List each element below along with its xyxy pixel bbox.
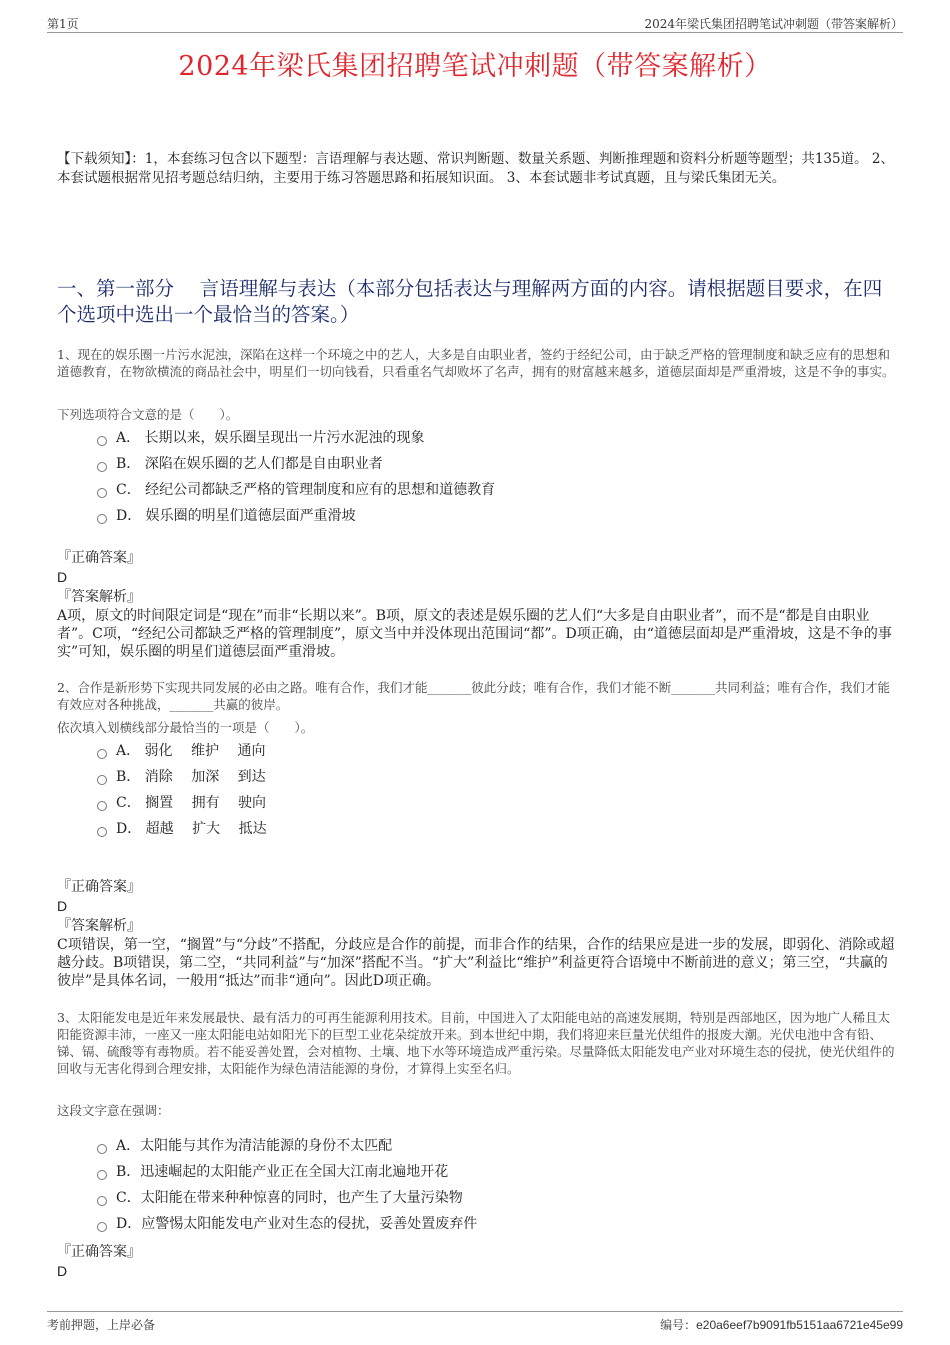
option-label: B． 消除 加深 到达 <box>116 769 266 785</box>
radio-icon[interactable] <box>97 488 107 498</box>
radio-icon[interactable] <box>97 1196 107 1206</box>
option-label: C．太阳能在带来种种惊喜的同时，也产生了大量污染物 <box>116 1190 463 1206</box>
option-label: C． 经纪公司都缺乏严格的管理制度和应有的思想和道德教育 <box>116 482 496 498</box>
footer-code: e20a6eef7b9091fb5151aa6721e45e99 <box>696 1318 903 1332</box>
answer-label: 『正确答案』 <box>57 550 141 566</box>
option-label: C． 搁置 拥有 驶向 <box>116 795 267 811</box>
header-page-number: 第1页 <box>47 17 79 31</box>
radio-icon[interactable] <box>97 1170 107 1180</box>
answer-label: 『正确答案』 <box>57 1244 141 1260</box>
option-a[interactable] <box>97 425 877 451</box>
analysis-label: 『答案解析』 <box>57 589 141 605</box>
question-2-answer: D <box>57 898 68 914</box>
radio-icon[interactable] <box>97 801 107 811</box>
question-2-options <box>97 738 877 842</box>
radio-icon[interactable] <box>97 436 107 446</box>
page-header <box>47 14 903 33</box>
question-2-prompt: 依次填入划横线部分最恰当的一项是（ ）。 <box>57 720 314 735</box>
footer-code-group <box>660 1316 903 1333</box>
question-1-options <box>97 425 877 529</box>
option-a[interactable] <box>97 1133 877 1159</box>
document-title: 2024年梁氏集团招聘笔试冲刺题（带答案解析） <box>178 51 772 82</box>
option-d[interactable] <box>97 816 877 842</box>
radio-icon[interactable] <box>97 827 107 837</box>
question-1-analysis: A项，原文的时间限定词是“现在”而非“长期以来”。B项，原文的表述是娱乐圈的艺人们“大多是自由职业者”，而不是“都是自由职业者”。C项，“经纪公司都缺乏严格的管理制度”，原文当中并没体现出范围词“都”。D项正确，由“道德层面却是严重滑坡，这是不争的事实”可知，娱乐圈的明星们道德层面严重滑坡。 <box>57 608 892 660</box>
option-c[interactable] <box>97 790 877 816</box>
radio-icon[interactable] <box>97 1144 107 1154</box>
option-b[interactable] <box>97 1159 877 1185</box>
option-b[interactable] <box>97 764 877 790</box>
radio-icon[interactable] <box>97 462 107 472</box>
option-label: A． 弱化 维护 通向 <box>116 743 266 759</box>
question-2-text: 2、合作是新形势下实现共同发展的必由之路。唯有合作，我们才能_______彼此分歧；唯有合作，我们才能不断_______共同利益；唯有合作，我们才能有效应对各种挑战，_______共赢的彼岸。 <box>57 680 890 712</box>
download-notice: 【下载须知】：1，本套练习包含以下题型：言语理解与表达题、常识判断题、数量关系题、判断推理题和资料分析题等题型；共135道。 2、本套试题根据常见招考题总结归纳，主要用于练习答题思路和拓展知识面。 3、本套试题非考试真题，且与梁氏集团无关。 <box>57 151 894 186</box>
question-3-answer: D <box>57 1263 68 1279</box>
radio-icon[interactable] <box>97 1222 107 1232</box>
footer-slogan: 考前押题，上岸必备 <box>47 1318 156 1332</box>
option-label: D． 娱乐圈的明星们道德层面严重滑坡 <box>116 508 356 524</box>
option-a[interactable] <box>97 738 877 764</box>
footer-code-label: 编号： <box>660 1318 697 1332</box>
radio-icon[interactable] <box>97 514 107 524</box>
option-c[interactable] <box>97 1185 877 1211</box>
analysis-label: 『答案解析』 <box>57 918 141 934</box>
option-label: A． 长期以来，娱乐圈呈现出一片污水泥浊的现象 <box>116 430 425 446</box>
page-footer <box>47 1311 903 1332</box>
option-label: D． 超越 扩大 抵达 <box>116 821 267 837</box>
question-3-prompt: 这段文字意在强调： <box>57 1103 170 1118</box>
option-label: A．太阳能与其作为清洁能源的身份不太匹配 <box>116 1138 393 1154</box>
question-1-text: 1、现在的娱乐圈一片污水泥浊，深陷在这样一个环境之中的艺人，大多是自由职业者，签约于经纪公司，由于缺乏严格的管理制度和缺乏应有的思想和道德教育，在物欲横流的商品社会中，明星们一切向钱看，只看重名气却败坏了名声，拥有的财富越来越多，道德层面却是严重滑坡，这是不争的事实。 <box>57 347 895 379</box>
option-d[interactable] <box>97 1211 877 1237</box>
question-1-prompt: 下列选项符合文意的是（ ）。 <box>57 407 239 422</box>
header-doc-title: 2024年梁氏集团招聘笔试冲刺题（带答案解析） <box>644 17 903 31</box>
radio-icon[interactable] <box>97 775 107 785</box>
question-1-answer: D <box>57 569 68 585</box>
question-3-options <box>97 1133 877 1237</box>
option-c[interactable] <box>97 477 877 503</box>
option-label: D．应警惕太阳能发电产业对生态的侵扰，妥善处置废弃件 <box>116 1216 478 1232</box>
option-d[interactable] <box>97 503 877 529</box>
option-b[interactable] <box>97 451 877 477</box>
section-heading: 一、第一部分 言语理解与表达（本部分包括表达与理解两方面的内容。请根据题目要求，在四个选项中选出一个最恰当的答案。） <box>57 277 883 326</box>
question-3-text: 3、太阳能发电是近年来发展最快、最有活力的可再生能源利用技术。目前，中国进入了太阳能电站的高速发展期，特别是西部地区，因为地广人稀且太阳能资源丰沛，一座又一座太阳能电站如阳光下的巨型工业花朵绽放开来。到本世纪中期，我们将迎来巨量光伏组件的报废大潮。光伏电池中含有铅、锑、镉、硫酸等有毒物质。若不能妥善处置，会对植物、土壤、地下水等环境造成严重污染。尽量降低太阳能发电产业对环境生态的侵扰，使光伏组件的回收与无害化得到合理安排，太阳能作为绿色清洁能源的身份，才算得上实至名归。 <box>57 1010 895 1076</box>
answer-label: 『正确答案』 <box>57 879 141 895</box>
option-label: B．迅速崛起的太阳能产业正在全国大江南北遍地开花 <box>116 1164 449 1180</box>
question-2-analysis: C项错误，第一空，“搁置”与“分歧”不搭配，分歧应是合作的前提，而非合作的结果，合作的结果应是进一步的发展，即弱化、消除或超越分歧。B项错误，第二空，“共同利益”与“加深”搭配不当。“扩大”利益比“维护”利益更符合语境中不断前进的意义；第三空，“共赢的彼岸”是具体名词，一般用“抵达”而非“通向”。因此D项正确。 <box>57 937 895 989</box>
option-label: B． 深陷在娱乐圈的艺人们都是自由职业者 <box>116 456 383 472</box>
radio-icon[interactable] <box>97 749 107 759</box>
